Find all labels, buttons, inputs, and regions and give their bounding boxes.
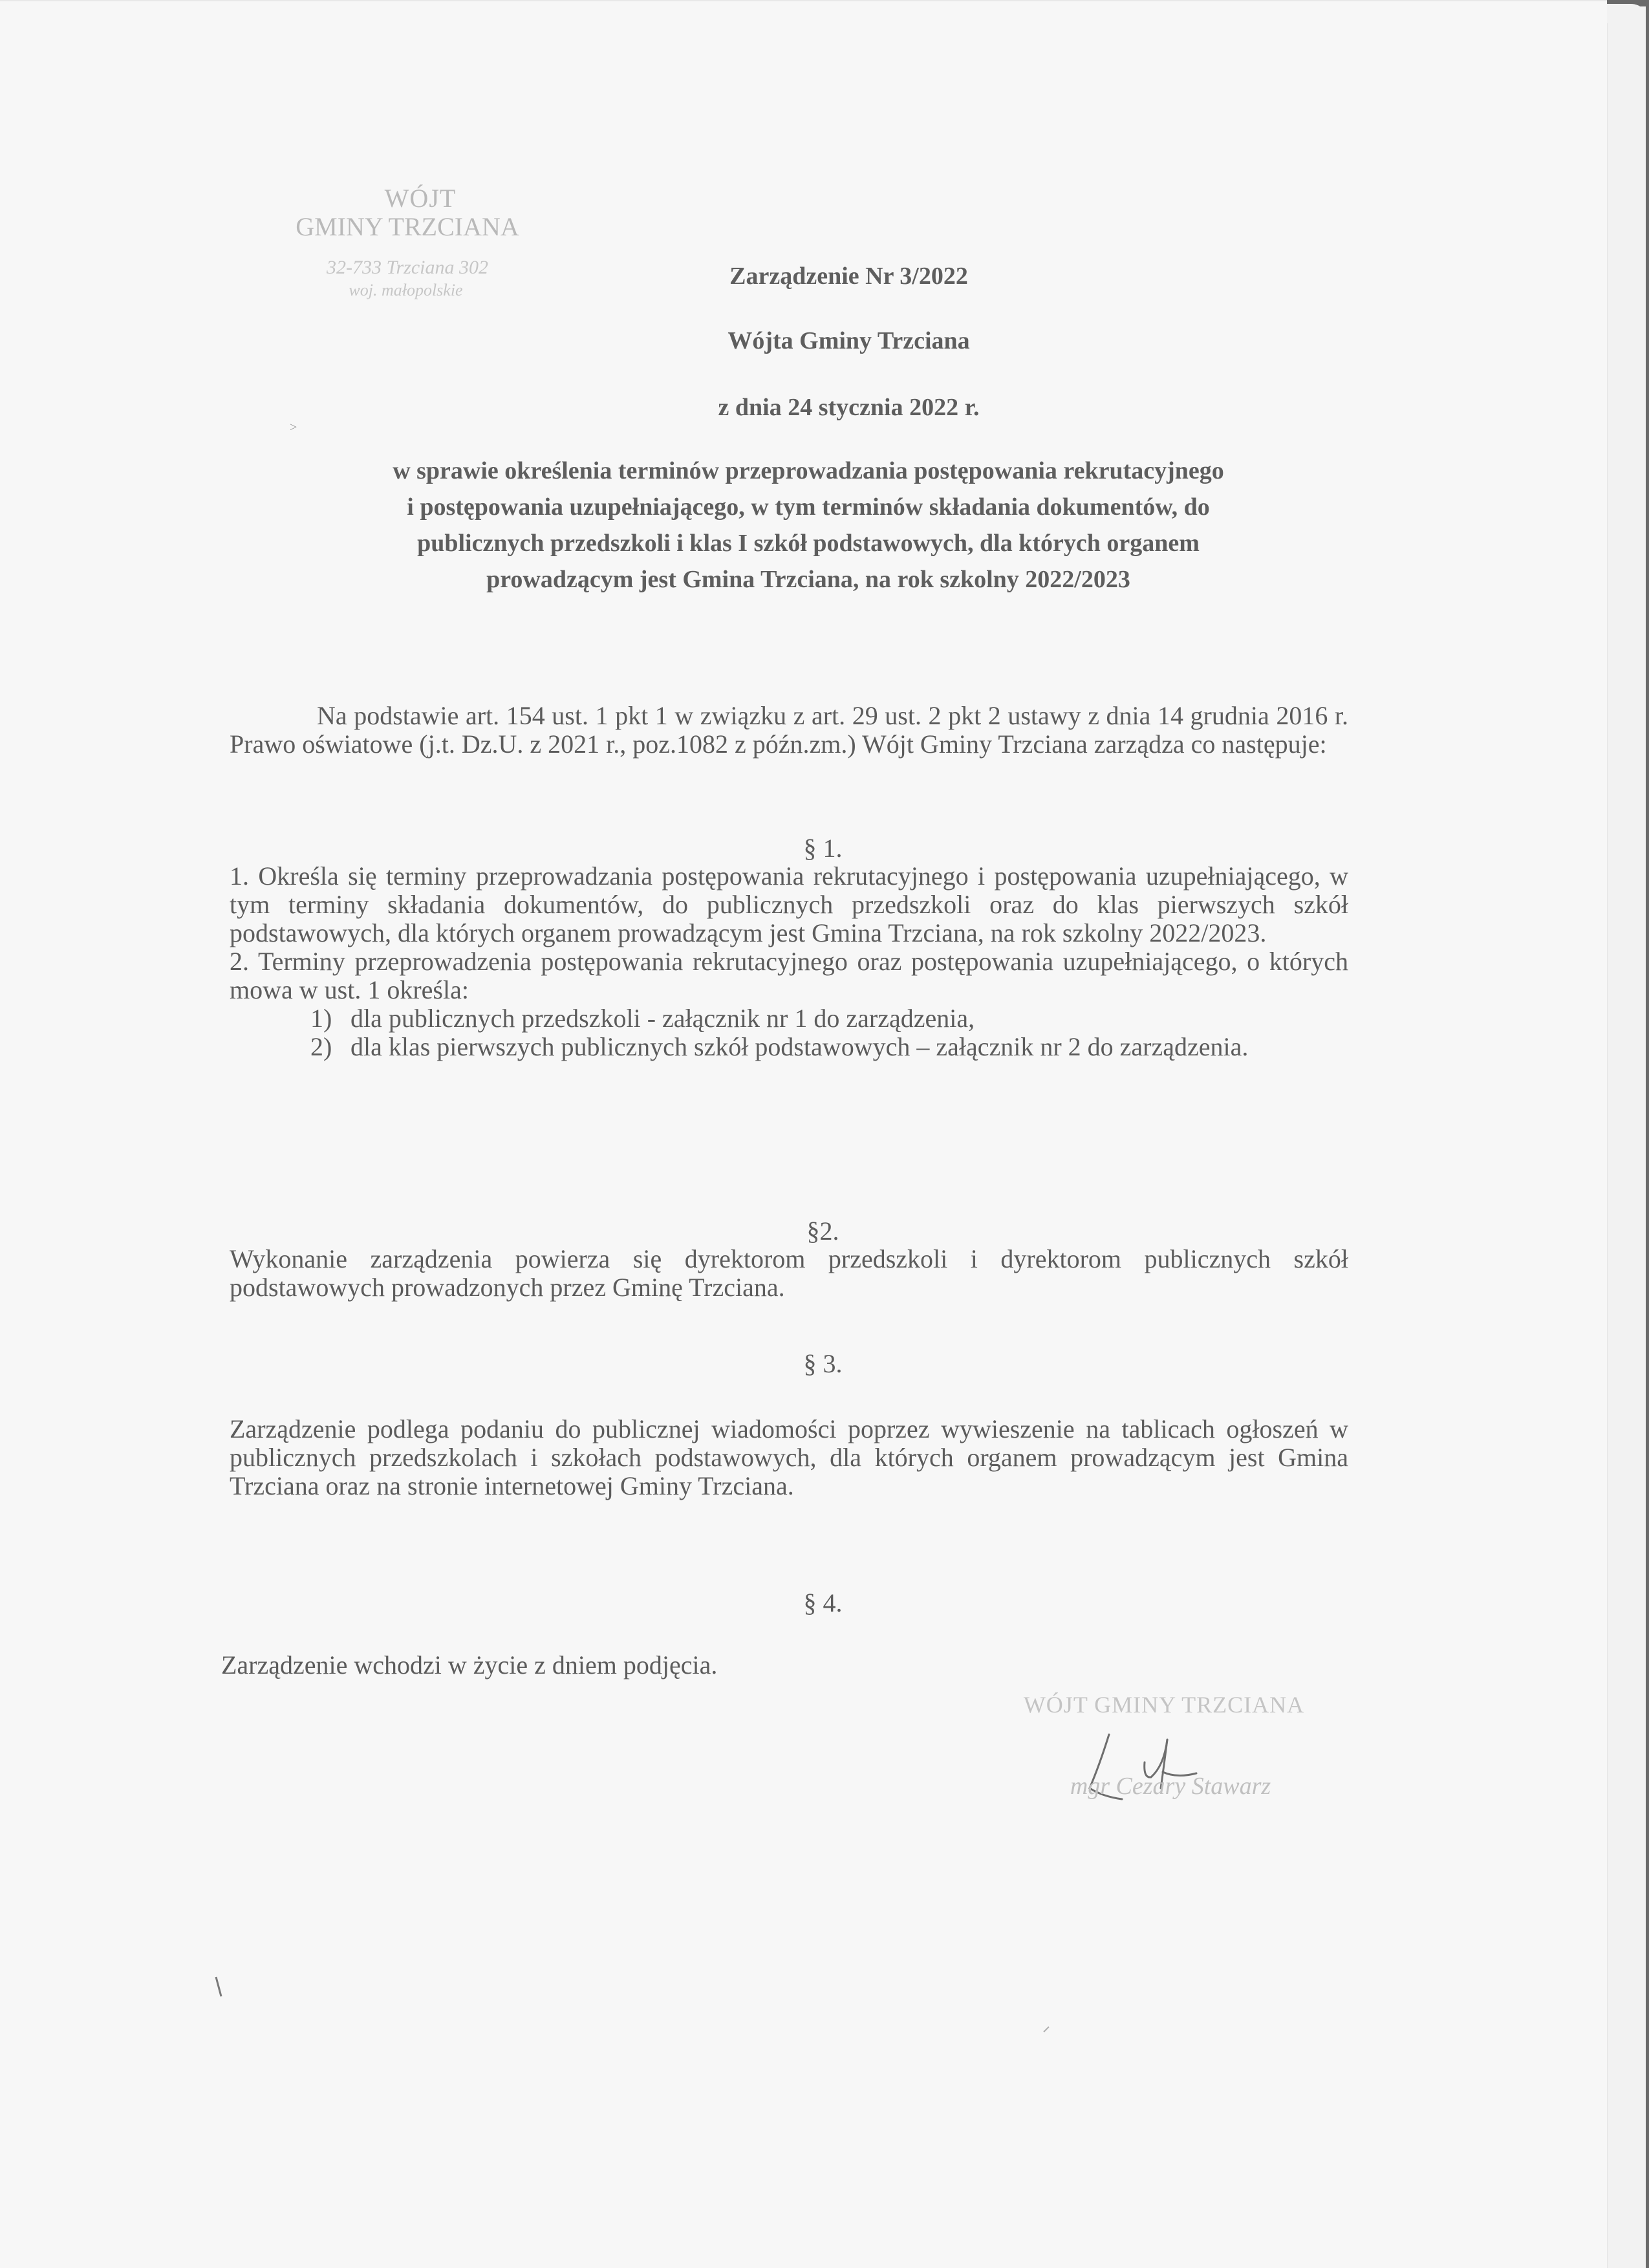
- list-item-number: 1): [310, 1004, 332, 1033]
- section-2-mark: §2.: [806, 1216, 839, 1246]
- section-4-mark: § 4.: [803, 1588, 843, 1617]
- document-title: Zarządzenie Nr 3/2022: [729, 263, 968, 290]
- scan-mark: [1041, 2023, 1054, 2036]
- list-item: [230, 1033, 1348, 1061]
- section-3-text: Zarządzenie podlega podaniu do publicznej wiadomości poprzez wywieszenie na tablicach ogłoszeń w publicznych przedszkolach i szkołach podstawowych, dla których organem prowadzącym jest Gmina Trzciana oraz na stronie internetowej Gminy Trzciana.: [230, 1414, 1348, 1500]
- section-2-body: [230, 1245, 1348, 1302]
- subject-line: publicznych przedszkoli i klas I szkół podstawowych, dla których organem: [417, 530, 1200, 557]
- list-item-number: 2): [310, 1032, 332, 1061]
- signature-stamp: WÓJT GMINY TRZCIANA: [1023, 1692, 1305, 1718]
- stamp-address: 32-733 Trzciana 302: [326, 257, 489, 278]
- preamble-text: Na podstawie art. 154 ust. 1 pkt 1 w związku z art. 29 ust. 2 pkt 2 ustawy z dnia 14 grudnia 2016 r. Prawo oświatowe (j.t. Dz.U. z 2021 r., poz.1082 z późn.zm.) Wójt Gminy Trzciana zarządza co następuje:: [230, 701, 1348, 759]
- subject-line: w sprawie określenia terminów przeprowadzania postępowania rekrutacyjnego: [393, 457, 1224, 484]
- section-1-mark: § 1.: [803, 834, 843, 863]
- signatory-name: mgr Cezary Stawarz: [1070, 1773, 1271, 1800]
- scanner-edge: [1607, 0, 1649, 2268]
- section-1-point-2: 2. Terminy przeprowadzenia postępowania rekrutacyjnego oraz postępowania uzupełniającego, o których mowa w ust. 1 określa:: [230, 947, 1348, 1004]
- scan-mark-line: [216, 1977, 221, 1996]
- scan-mark: [213, 1976, 226, 2002]
- section-1-body: [230, 862, 1348, 1061]
- subject-line: prowadzącym jest Gmina Trzciana, na rok szkolny 2022/2023: [486, 566, 1130, 593]
- section-4-body: [221, 1651, 1340, 1679]
- list-item: [230, 1004, 1348, 1033]
- section-4-text: Zarządzenie wchodzi w życie z dniem podjęcia.: [221, 1650, 718, 1679]
- section-3-body: [230, 1415, 1348, 1500]
- section-1-point-1: 1. Określa się terminy przeprowadzania postępowania rekrutacyjnego i postępowania uzupełniającego, w tym terminy składania dokumentów, do publicznych przedszkoli oraz do klas pierwszych szkół podstawowych, dla których organem prowadzącym jest Gmina Trzciana, na rok szkolny 2022/2023.: [230, 861, 1348, 947]
- list-item-text: dla klas pierwszych publicznych szkół podstawowych – załącznik nr 2 do zarządzenia.: [350, 1032, 1249, 1061]
- subject-line: i postępowania uzupełniającego, w tym terminów składania dokumentów, do: [407, 493, 1210, 521]
- list-item-text: dla publicznych przedszkoli - załącznik nr 1 do zarządzenia,: [350, 1004, 975, 1033]
- section-3-mark: § 3.: [803, 1349, 843, 1378]
- scanner-edge-shadow: [1646, 0, 1649, 2268]
- section-2-text: Wykonanie zarządzenia powierza się dyrektorom przedszkoli i dyrektorom publicznych szkół podstawowych prowadzonych przez Gminę Trzciana.: [230, 1244, 1348, 1302]
- document-date: z dnia 24 stycznia 2022 r.: [718, 394, 980, 421]
- document-issuer: Wójta Gminy Trzciana: [727, 327, 970, 354]
- scan-mark: >: [290, 420, 297, 435]
- preamble: [230, 702, 1348, 759]
- scan-mark-line: [1044, 2027, 1049, 2032]
- stamp-line-wojt: WÓJT: [384, 184, 457, 213]
- stamp-line-gmina: GMINY TRZCIANA: [296, 212, 519, 241]
- document-subject: [278, 453, 1339, 598]
- scan-edge-top: [0, 0, 1607, 1]
- stamp-region: woj. małopolskie: [349, 281, 463, 299]
